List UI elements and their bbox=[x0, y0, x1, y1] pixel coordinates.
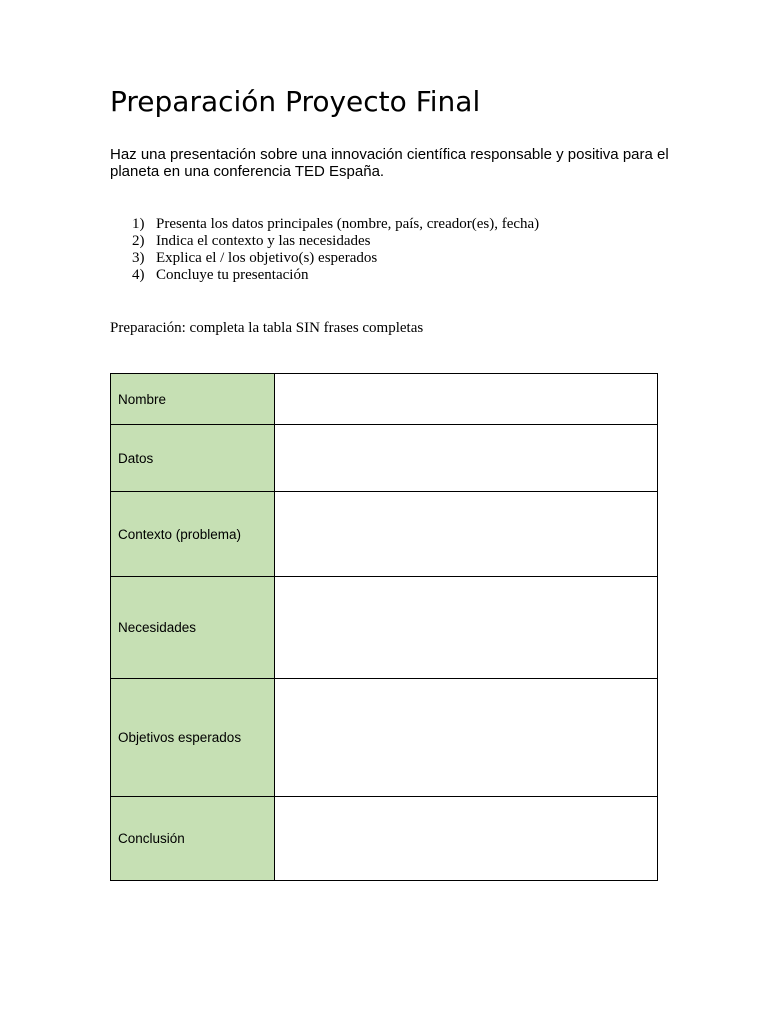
row-label-nombre: Nombre bbox=[111, 374, 275, 425]
list-text: Concluye tu presentación bbox=[156, 267, 309, 283]
table-row bbox=[111, 679, 658, 797]
answer-cell-contexto[interactable] bbox=[275, 492, 658, 577]
list-item bbox=[132, 250, 539, 267]
table-row bbox=[111, 577, 658, 679]
page-title: Preparación Proyecto Final bbox=[110, 85, 481, 118]
list-item bbox=[132, 233, 539, 250]
worksheet-table bbox=[110, 373, 658, 881]
row-label-contexto: Contexto (problema) bbox=[111, 492, 275, 577]
answer-cell-necesidades[interactable] bbox=[275, 577, 658, 679]
intro-paragraph: Haz una presentación sobre una innovación científica responsable y positiva para el planeta en una conferencia TED España. bbox=[110, 146, 669, 180]
steps-list bbox=[132, 216, 539, 284]
list-number: 4) bbox=[132, 267, 145, 283]
table-row bbox=[111, 374, 658, 425]
row-label-objetivos: Objetivos esperados bbox=[111, 679, 275, 797]
preparation-note: Preparación: completa la tabla SIN frases completas bbox=[110, 320, 424, 336]
list-text: Explica el / los objetivo(s) esperados bbox=[156, 250, 378, 266]
table-row bbox=[111, 797, 658, 881]
list-item bbox=[132, 216, 539, 233]
list-number: 3) bbox=[132, 250, 145, 266]
row-label-necesidades: Necesidades bbox=[111, 577, 275, 679]
list-number: 1) bbox=[132, 216, 145, 232]
list-text: Presenta los datos principales (nombre, país, creador(es), fecha) bbox=[156, 216, 540, 232]
answer-cell-conclusion[interactable] bbox=[275, 797, 658, 881]
row-label-conclusion: Conclusión bbox=[111, 797, 275, 881]
list-text: Indica el contexto y las necesidades bbox=[156, 233, 371, 249]
table-row bbox=[111, 425, 658, 492]
list-item bbox=[132, 267, 539, 284]
table-row bbox=[111, 492, 658, 577]
row-label-datos: Datos bbox=[111, 425, 275, 492]
list-number: 2) bbox=[132, 233, 145, 249]
answer-cell-objetivos[interactable] bbox=[275, 679, 658, 797]
answer-cell-nombre[interactable] bbox=[275, 374, 658, 425]
answer-cell-datos[interactable] bbox=[275, 425, 658, 492]
